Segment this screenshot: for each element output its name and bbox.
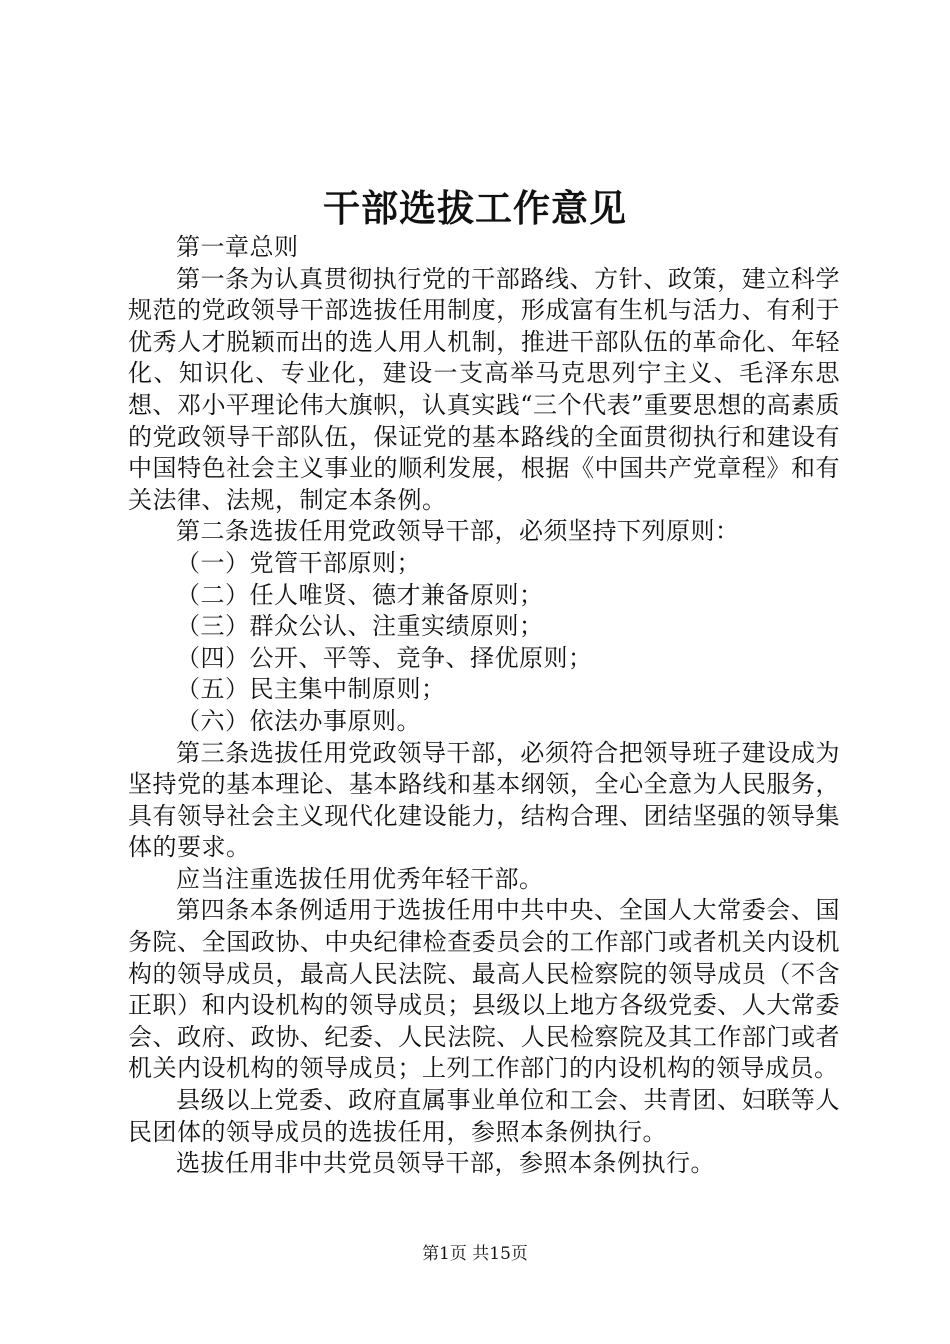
principle-item-1: （一）党管干部原则；: [176, 548, 421, 577]
principle-item-3: （三）群众公认、注重实绩原则；: [176, 612, 544, 641]
article-4-non-party-paragraph: 选拔任用非中共党员领导干部，参照本条例执行。: [176, 1149, 715, 1178]
article-2-paragraph: 第二条选拔任用党政领导干部，必须坚持下列原则：: [176, 517, 740, 546]
document-body: [128, 232, 840, 1180]
principle-item-2: （二）任人唯贤、德才兼备原则；: [176, 580, 544, 609]
principle-item-4: （四）公开、平等、竞争、择优原则；: [176, 643, 593, 672]
principle-item-6: （六）依法办事原则。: [176, 706, 421, 735]
article-4-extension-paragraph: 县级以上党委、政府直属事业单位和工会、共青团、妇联等人民团体的领导成员的选拔任用，参照本条例执行。: [128, 1086, 840, 1146]
page-number: 第1页 共15页: [422, 1244, 528, 1264]
chapter-heading: 第一章总则: [176, 233, 299, 261]
principle-item-5: （五）民主集中制原则；: [176, 675, 446, 704]
article-4-paragraph: 第四条本条例适用于选拔任用中共中央、全国人大常委会、国务院、全国政协、中央纪律检查委员会的工作部门或者机关内设机构的领导成员，最高人民法院、最高人民检察院的领导成员（不含正职）和内设机构的领导成员；县级以上地方各级党委、人大常委会、政府、政协、纪委、人民法院、人民检察院及其工作部门或者机关内设机构的领导成员；上列工作部门的内设机构的领导成员。: [128, 896, 840, 1083]
article-3-paragraph: 第三条选拔任用党政领导干部，必须符合把领导班子建设成为坚持党的基本理论、基本路线和基本纲领，全心全意为人民服务，具有领导社会主义现代化建设能力，结构合理、团结坚强的领导集体的要求。: [128, 738, 840, 862]
article-3-note-paragraph: 应当注重选拔任用优秀年轻干部。: [176, 864, 544, 893]
article-1-paragraph: 第一条为认真贯彻执行党的干部路线、方针、政策，建立科学规范的党政领导干部选拔任用制度，形成富有生机与活力、有利于优秀人才脱颖而出的选人用人机制，推进干部队伍的革命化、年轻化、知识化、专业化，建设一支高举马克思列宁主义、毛泽东思想、邓小平理论伟大旗帜，认真实践“三个代表”重要思想的高素质的党政领导干部队伍，保证党的基本路线的全面贯彻执行和建设有中国特色社会主义事业的顺利发展，根据《中国共产党章程》和有关法律、法规，制定本条例。: [128, 264, 840, 514]
document-title: 干部选拔工作意见: [323, 186, 627, 230]
